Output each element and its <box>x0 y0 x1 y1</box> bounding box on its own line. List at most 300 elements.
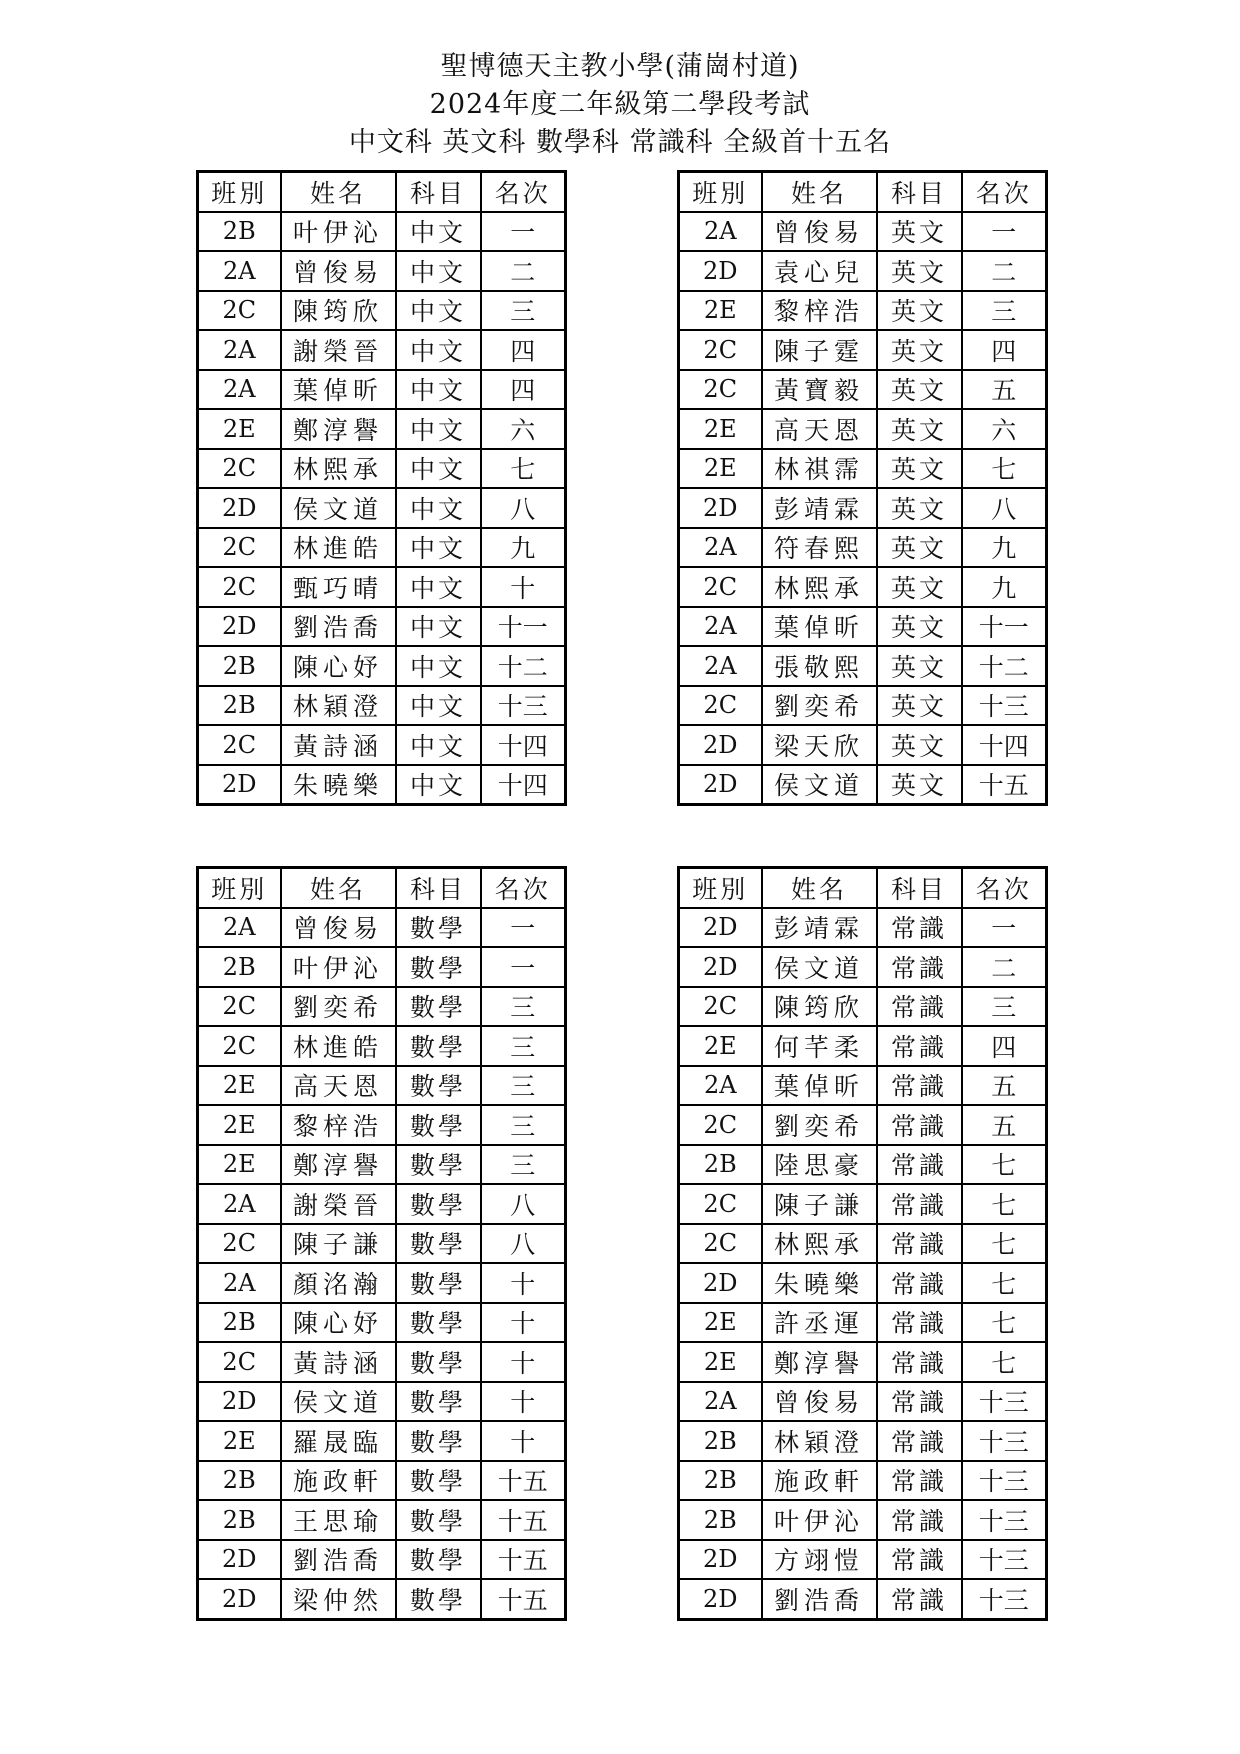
name-cell: 黎梓浩 <box>281 1105 396 1145</box>
rank-cell: 三 <box>962 987 1047 1027</box>
rank-cell: 八 <box>481 1224 566 1264</box>
table-header-row <box>679 172 1047 212</box>
name-cell: 劉浩喬 <box>762 1579 877 1619</box>
name-column-header: 姓名 <box>762 172 877 212</box>
rank-cell: 一 <box>481 947 566 987</box>
name-cell: 侯文道 <box>281 1382 396 1422</box>
class-cell: 2C <box>198 567 281 607</box>
table-row <box>679 291 1047 331</box>
subject-cell: 常識 <box>877 1540 962 1580</box>
class-cell: 2C <box>679 1184 762 1224</box>
rank-column-header: 名次 <box>481 868 566 908</box>
class-cell: 2C <box>679 686 762 726</box>
table-row <box>679 1382 1047 1422</box>
subject-cell: 中文 <box>396 646 481 686</box>
class-cell: 2D <box>679 765 762 805</box>
subject-cell: 中文 <box>396 725 481 765</box>
rank-cell: 十五 <box>481 1461 566 1501</box>
rank-cell: 三 <box>962 291 1047 331</box>
subject-cell: 中文 <box>396 251 481 291</box>
name-cell: 葉倬昕 <box>762 1066 877 1106</box>
table-row <box>198 291 566 331</box>
table-row <box>198 1224 566 1264</box>
table-row <box>198 528 566 568</box>
rank-cell: 一 <box>962 212 1047 252</box>
class-cell: 2C <box>198 725 281 765</box>
table-row <box>198 1579 566 1619</box>
table-row <box>679 607 1047 647</box>
class-column-header: 班別 <box>198 868 281 908</box>
class-cell: 2E <box>679 449 762 489</box>
rank-cell: 二 <box>962 947 1047 987</box>
class-cell: 2B <box>679 1500 762 1540</box>
class-cell: 2E <box>198 1145 281 1185</box>
rank-cell: 三 <box>481 291 566 331</box>
class-cell: 2D <box>679 947 762 987</box>
rank-cell: 十三 <box>962 1382 1047 1422</box>
rank-cell: 十四 <box>481 725 566 765</box>
class-cell: 2C <box>198 1342 281 1382</box>
subject-cell: 英文 <box>877 765 962 805</box>
name-cell: 梁天欣 <box>762 725 877 765</box>
rank-cell: 七 <box>962 1145 1047 1185</box>
rank-cell: 四 <box>962 330 1047 370</box>
table-row <box>198 1500 566 1540</box>
name-cell: 林進皓 <box>281 528 396 568</box>
name-cell: 叶伊沁 <box>281 947 396 987</box>
rank-cell: 十二 <box>481 646 566 686</box>
subject-cell: 英文 <box>877 528 962 568</box>
subject-cell: 英文 <box>877 725 962 765</box>
english-ranking-table <box>677 170 1048 806</box>
class-cell: 2D <box>679 1579 762 1619</box>
rank-cell: 九 <box>962 528 1047 568</box>
rank-cell: 十 <box>481 1382 566 1422</box>
class-cell: 2B <box>679 1461 762 1501</box>
subject-cell: 數學 <box>396 947 481 987</box>
name-cell: 林穎澄 <box>281 686 396 726</box>
table-row <box>198 1184 566 1224</box>
rank-cell: 七 <box>962 1224 1047 1264</box>
name-cell: 侯文道 <box>281 488 396 528</box>
name-cell: 陳子謙 <box>762 1184 877 1224</box>
class-cell: 2B <box>198 686 281 726</box>
subject-cell: 英文 <box>877 212 962 252</box>
subject-cell: 數學 <box>396 1540 481 1580</box>
subject-cell: 數學 <box>396 1263 481 1303</box>
rank-cell: 十五 <box>481 1540 566 1580</box>
table-row <box>679 251 1047 291</box>
subject-cell: 數學 <box>396 1382 481 1422</box>
table-row <box>198 449 566 489</box>
class-cell: 2D <box>198 1579 281 1619</box>
class-column-header: 班別 <box>198 172 281 212</box>
table-row <box>198 1342 566 1382</box>
rank-cell: 五 <box>962 370 1047 410</box>
class-cell: 2C <box>679 1105 762 1145</box>
class-cell: 2A <box>679 212 762 252</box>
rank-cell: 七 <box>962 1184 1047 1224</box>
rank-cell: 四 <box>481 370 566 410</box>
table-row <box>679 1224 1047 1264</box>
name-cell: 施政軒 <box>762 1461 877 1501</box>
name-cell: 曾俊易 <box>762 212 877 252</box>
name-cell: 葉倬昕 <box>281 370 396 410</box>
rank-cell: 六 <box>962 409 1047 449</box>
subject-cell: 英文 <box>877 607 962 647</box>
subject-column-header: 科目 <box>396 868 481 908</box>
rank-column-header: 名次 <box>481 172 566 212</box>
name-cell: 高天恩 <box>762 409 877 449</box>
name-cell: 林熙承 <box>281 449 396 489</box>
rank-cell: 四 <box>481 330 566 370</box>
table-row <box>198 251 566 291</box>
rank-cell: 一 <box>481 212 566 252</box>
table-header-row <box>679 868 1047 908</box>
table-row <box>679 1066 1047 1106</box>
class-cell: 2A <box>679 1382 762 1422</box>
class-cell: 2C <box>198 1026 281 1066</box>
rank-cell: 十 <box>481 1421 566 1461</box>
rank-cell: 七 <box>962 1263 1047 1303</box>
class-column-header: 班別 <box>679 868 762 908</box>
rank-cell: 三 <box>481 987 566 1027</box>
table-row <box>198 646 566 686</box>
subject-column-header: 科目 <box>877 868 962 908</box>
name-cell: 朱曉樂 <box>762 1263 877 1303</box>
subject-cell: 中文 <box>396 370 481 410</box>
table-row <box>679 1421 1047 1461</box>
class-cell: 2D <box>679 251 762 291</box>
rank-cell: 十三 <box>962 1461 1047 1501</box>
rank-cell: 一 <box>481 908 566 948</box>
name-cell: 羅晟臨 <box>281 1421 396 1461</box>
rank-cell: 五 <box>962 1066 1047 1106</box>
name-cell: 黃寶毅 <box>762 370 877 410</box>
rank-cell: 八 <box>481 1184 566 1224</box>
table-row <box>198 1066 566 1106</box>
table-row <box>198 908 566 948</box>
subject-cell: 數學 <box>396 1461 481 1501</box>
table-row <box>198 1382 566 1422</box>
table-row <box>198 725 566 765</box>
subject-cell: 常識 <box>877 987 962 1027</box>
subject-cell: 英文 <box>877 646 962 686</box>
class-cell: 2D <box>679 725 762 765</box>
table-row <box>679 908 1047 948</box>
name-cell: 曾俊易 <box>281 251 396 291</box>
table-row <box>679 370 1047 410</box>
subject-cell: 英文 <box>877 291 962 331</box>
class-cell: 2B <box>679 1145 762 1185</box>
rank-cell: 九 <box>962 567 1047 607</box>
subject-cell: 數學 <box>396 987 481 1027</box>
name-cell: 曾俊易 <box>281 908 396 948</box>
class-cell: 2B <box>198 1500 281 1540</box>
class-cell: 2E <box>679 1342 762 1382</box>
name-cell: 劉奕希 <box>762 686 877 726</box>
subject-cell: 數學 <box>396 1500 481 1540</box>
ranking-subtitle: 中文科 英文科 數學科 常識科 全級首十五名 <box>348 127 892 158</box>
name-cell: 劉浩喬 <box>281 607 396 647</box>
table-row <box>198 1145 566 1185</box>
rank-cell: 十三 <box>962 686 1047 726</box>
name-cell: 侯文道 <box>762 947 877 987</box>
name-cell: 王思瑜 <box>281 1500 396 1540</box>
subject-cell: 常識 <box>877 908 962 948</box>
subject-cell: 數學 <box>396 1066 481 1106</box>
name-cell: 鄭淳譽 <box>281 1145 396 1185</box>
table-row <box>198 1461 566 1501</box>
subject-cell: 英文 <box>877 449 962 489</box>
class-cell: 2B <box>198 212 281 252</box>
table-row <box>679 1026 1047 1066</box>
subject-cell: 常識 <box>877 1382 962 1422</box>
class-cell: 2A <box>198 330 281 370</box>
subject-cell: 英文 <box>877 686 962 726</box>
class-cell: 2B <box>198 646 281 686</box>
class-cell: 2B <box>198 1303 281 1343</box>
name-cell: 林穎澄 <box>762 1421 877 1461</box>
subject-cell: 數學 <box>396 1145 481 1185</box>
rank-cell: 十三 <box>481 686 566 726</box>
table-row <box>679 567 1047 607</box>
subject-cell: 數學 <box>396 1342 481 1382</box>
table-row <box>679 409 1047 449</box>
rank-cell: 四 <box>962 1026 1047 1066</box>
subject-cell: 中文 <box>396 291 481 331</box>
class-cell: 2C <box>679 567 762 607</box>
table-row <box>198 370 566 410</box>
table-row <box>198 212 566 252</box>
table-header-row <box>198 172 566 212</box>
subject-cell: 常識 <box>877 1145 962 1185</box>
rank-column-header: 名次 <box>962 172 1047 212</box>
subject-cell: 中文 <box>396 567 481 607</box>
class-cell: 2C <box>679 330 762 370</box>
name-cell: 林熙承 <box>762 567 877 607</box>
name-cell: 林祺霈 <box>762 449 877 489</box>
class-cell: 2C <box>198 987 281 1027</box>
subject-cell: 中文 <box>396 449 481 489</box>
class-cell: 2C <box>679 987 762 1027</box>
table-row <box>198 1303 566 1343</box>
table-row <box>679 1540 1047 1580</box>
table-row <box>679 488 1047 528</box>
subject-cell: 英文 <box>877 567 962 607</box>
name-cell: 侯文道 <box>762 765 877 805</box>
rank-cell: 七 <box>962 1303 1047 1343</box>
class-cell: 2A <box>679 646 762 686</box>
subject-cell: 英文 <box>877 370 962 410</box>
subject-cell: 常識 <box>877 1224 962 1264</box>
class-column-header: 班別 <box>679 172 762 212</box>
name-cell: 叶伊沁 <box>281 212 396 252</box>
rank-cell: 八 <box>481 488 566 528</box>
name-cell: 梁仲然 <box>281 1579 396 1619</box>
subject-cell: 數學 <box>396 1421 481 1461</box>
name-cell: 黃詩涵 <box>281 725 396 765</box>
name-cell: 謝榮晉 <box>281 330 396 370</box>
subject-cell: 數學 <box>396 1184 481 1224</box>
rank-cell: 十四 <box>481 765 566 805</box>
table-row <box>198 1105 566 1145</box>
table-row <box>679 765 1047 805</box>
table-row <box>679 646 1047 686</box>
subject-cell: 常識 <box>877 1421 962 1461</box>
subject-cell: 常識 <box>877 1342 962 1382</box>
name-cell: 林進皓 <box>281 1026 396 1066</box>
name-cell: 劉奕希 <box>762 1105 877 1145</box>
class-cell: 2C <box>198 449 281 489</box>
chinese-ranking-table <box>196 170 567 806</box>
name-column-header: 姓名 <box>762 868 877 908</box>
subject-cell: 常識 <box>877 1105 962 1145</box>
name-cell: 劉浩喬 <box>281 1540 396 1580</box>
table-row <box>679 449 1047 489</box>
name-cell: 張敬熙 <box>762 646 877 686</box>
table-row <box>198 330 566 370</box>
name-cell: 黎梓浩 <box>762 291 877 331</box>
class-cell: 2E <box>679 1303 762 1343</box>
table-row <box>198 765 566 805</box>
rank-cell: 十五 <box>481 1579 566 1619</box>
subject-cell: 數學 <box>396 1105 481 1145</box>
class-cell: 2E <box>198 1066 281 1106</box>
table-row <box>679 1263 1047 1303</box>
class-cell: 2D <box>198 607 281 647</box>
class-cell: 2D <box>198 1540 281 1580</box>
rank-cell: 三 <box>481 1026 566 1066</box>
name-cell: 陳筠欣 <box>762 987 877 1027</box>
rank-cell: 三 <box>481 1145 566 1185</box>
rank-cell: 七 <box>481 449 566 489</box>
rank-cell: 十三 <box>962 1500 1047 1540</box>
table-row <box>679 1461 1047 1501</box>
subject-cell: 中文 <box>396 686 481 726</box>
subject-cell: 中文 <box>396 488 481 528</box>
name-cell: 陳筠欣 <box>281 291 396 331</box>
school-name: 聖博德天主教小學(蒲崗村道) <box>440 51 800 82</box>
table-row <box>679 725 1047 765</box>
subject-cell: 常識 <box>877 1461 962 1501</box>
rank-cell: 十 <box>481 1303 566 1343</box>
class-cell: 2A <box>679 528 762 568</box>
name-cell: 彭靖霖 <box>762 488 877 528</box>
class-cell: 2D <box>198 765 281 805</box>
class-cell: 2D <box>198 488 281 528</box>
class-cell: 2A <box>198 1184 281 1224</box>
rank-cell: 五 <box>962 1105 1047 1145</box>
name-cell: 葉倬昕 <box>762 607 877 647</box>
class-cell: 2B <box>198 1461 281 1501</box>
subject-cell: 常識 <box>877 1066 962 1106</box>
table-row <box>198 947 566 987</box>
name-cell: 許丞運 <box>762 1303 877 1343</box>
table-row <box>679 987 1047 1027</box>
class-cell: 2E <box>198 1105 281 1145</box>
class-cell: 2D <box>679 488 762 528</box>
rank-cell: 十三 <box>962 1421 1047 1461</box>
rank-cell: 十 <box>481 1263 566 1303</box>
table-header-row <box>198 868 566 908</box>
subject-cell: 數學 <box>396 1224 481 1264</box>
subject-cell: 中文 <box>396 765 481 805</box>
subject-cell: 英文 <box>877 488 962 528</box>
subject-cell: 中文 <box>396 528 481 568</box>
table-row <box>198 409 566 449</box>
rank-cell: 一 <box>962 908 1047 948</box>
class-cell: 2B <box>198 947 281 987</box>
name-cell: 林熙承 <box>762 1224 877 1264</box>
name-cell: 甄巧晴 <box>281 567 396 607</box>
name-cell: 何芊柔 <box>762 1026 877 1066</box>
class-cell: 2C <box>679 1224 762 1264</box>
table-row <box>679 1500 1047 1540</box>
class-cell: 2A <box>198 370 281 410</box>
class-cell: 2D <box>679 1263 762 1303</box>
subject-cell: 常識 <box>877 1263 962 1303</box>
name-cell: 朱曉樂 <box>281 765 396 805</box>
class-cell: 2E <box>679 1026 762 1066</box>
table-row <box>198 1263 566 1303</box>
table-row <box>679 528 1047 568</box>
rank-cell: 二 <box>962 251 1047 291</box>
rank-cell: 七 <box>962 1342 1047 1382</box>
name-cell: 劉奕希 <box>281 987 396 1027</box>
table-row <box>679 1579 1047 1619</box>
subject-cell: 英文 <box>877 409 962 449</box>
class-cell: 2E <box>198 409 281 449</box>
rank-cell: 十 <box>481 567 566 607</box>
subject-cell: 數學 <box>396 1303 481 1343</box>
class-cell: 2D <box>679 1540 762 1580</box>
table-row <box>198 1421 566 1461</box>
name-cell: 鄭淳譽 <box>281 409 396 449</box>
table-row <box>679 330 1047 370</box>
class-cell: 2E <box>679 291 762 331</box>
rank-cell: 十三 <box>962 1540 1047 1580</box>
rank-cell: 三 <box>481 1066 566 1106</box>
name-cell: 叶伊沁 <box>762 1500 877 1540</box>
class-cell: 2D <box>679 908 762 948</box>
table-row <box>679 212 1047 252</box>
table-row <box>198 567 566 607</box>
name-cell: 謝榮晉 <box>281 1184 396 1224</box>
rank-cell: 九 <box>481 528 566 568</box>
class-cell: 2C <box>198 291 281 331</box>
name-cell: 施政軒 <box>281 1461 396 1501</box>
subject-cell: 中文 <box>396 409 481 449</box>
table-row <box>198 686 566 726</box>
subject-cell: 英文 <box>877 251 962 291</box>
name-cell: 陳心妤 <box>281 646 396 686</box>
subject-column-header: 科目 <box>877 172 962 212</box>
name-cell: 黃詩涵 <box>281 1342 396 1382</box>
table-row <box>198 607 566 647</box>
class-cell: 2B <box>679 1421 762 1461</box>
name-column-header: 姓名 <box>281 172 396 212</box>
name-cell: 曾俊易 <box>762 1382 877 1422</box>
subject-column-header: 科目 <box>396 172 481 212</box>
class-cell: 2C <box>198 528 281 568</box>
name-cell: 彭靖霖 <box>762 908 877 948</box>
name-cell: 高天恩 <box>281 1066 396 1106</box>
class-cell: 2E <box>198 1421 281 1461</box>
rank-cell: 十五 <box>962 765 1047 805</box>
name-cell: 顏洺瀚 <box>281 1263 396 1303</box>
rank-cell: 十五 <box>481 1500 566 1540</box>
